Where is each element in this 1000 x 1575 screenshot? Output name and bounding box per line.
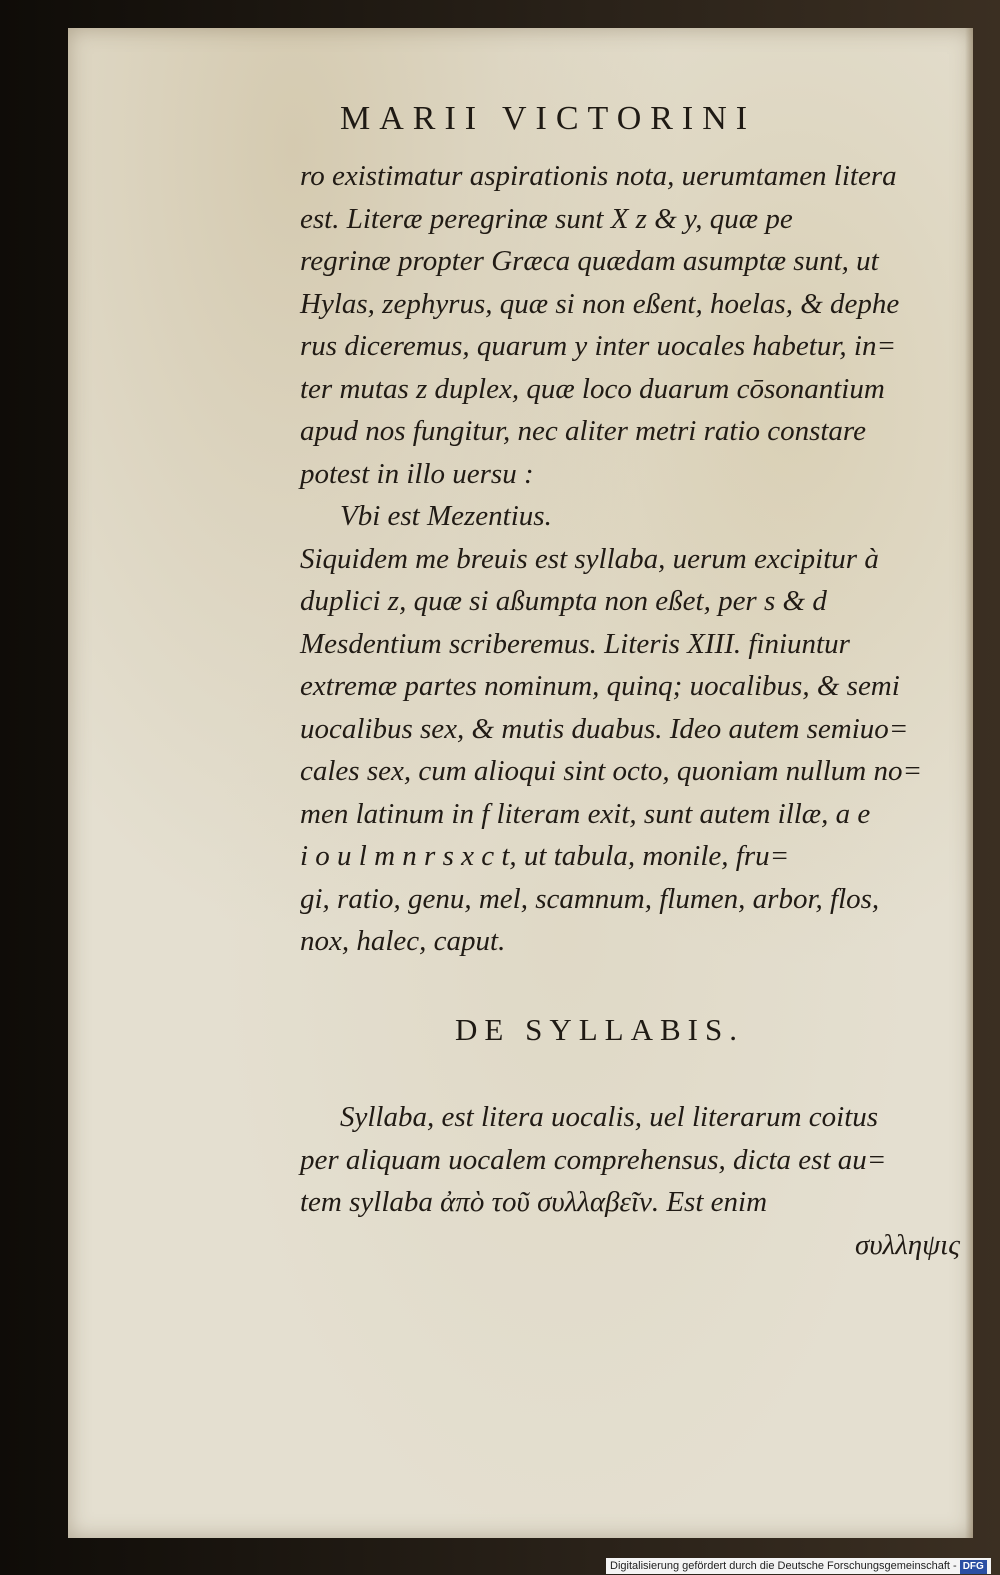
text-line: men latinum in f literam exit, sunt autem illæ, a e (300, 797, 871, 830)
text-line: cales sex, cum alioqui sint octo, quoniam nullum no= (300, 755, 923, 787)
text-line: regrinæ propter Græca quædam asumptæ sunt, ut (300, 245, 879, 277)
text-line: est. Literæ peregrinæ sunt X z & y, quæ pe (300, 202, 793, 235)
text-line: tem syllaba ἀπὸ τοῦ συλλαβεῖν. Est enim (300, 1186, 768, 1218)
running-header: MARII VICTORINI (340, 100, 757, 137)
section-text (300, 1095, 960, 1265)
text-line: ro existimatur aspirationis nota, uerumtamen litera (300, 160, 897, 192)
text-line: nox, halec, caput. (300, 925, 506, 957)
credit-text: Digitalisierung gefördert durch die Deutsche Forschungsgemeinschaft - (610, 1560, 957, 1572)
text-line: apud nos fungitur, nec aliter metri ratio constare (300, 415, 867, 447)
text-line: i o u l m n r s x c t, ut tabula, monile, fru= (300, 840, 790, 872)
text-line: rus diceremus, quarum y inter uocales habetur, in= (300, 330, 897, 362)
page-edge-shadow (965, 28, 973, 1538)
text-line: ter mutas z duplex, quæ loco duarum cōsonantium (300, 372, 885, 405)
text-line: potest in illo uersu : (300, 457, 534, 490)
text-line: Syllaba, est litera uocalis, uel literarum coitus (340, 1101, 879, 1133)
dfg-logo: DFG (960, 1560, 987, 1574)
text-line: extremæ partes nominum, quinq; uocalibus, & semi (300, 670, 900, 702)
text-line: per aliquam uocalem comprehensus, dicta est au= (300, 1143, 887, 1176)
body-text (300, 155, 960, 963)
text-line: Hylas, zephyrus, quæ si non eßent, hoelas, & dephe (300, 287, 900, 320)
digitization-credit (606, 1558, 991, 1574)
catchword: συλληψις (855, 1228, 960, 1261)
text-line: Siquidem me breuis est syllaba, uerum excipitur à (300, 542, 879, 575)
section-heading: DE SYLLABIS. (455, 1012, 744, 1047)
text-line: uocalibus sex, & mutis duabus. Ideo autem semiuo= (300, 712, 909, 745)
quoted-verse: Vbi est Mezentius. (340, 500, 552, 532)
text-line: duplici z, quæ si aßumpta non eßet, per s & d (300, 585, 827, 617)
text-line: gi, ratio, genu, mel, scamnum, flumen, arbor, flos, (300, 882, 880, 915)
text-line: Mesdentium scriberemus. Literis XIII. finiuntur (300, 627, 850, 660)
